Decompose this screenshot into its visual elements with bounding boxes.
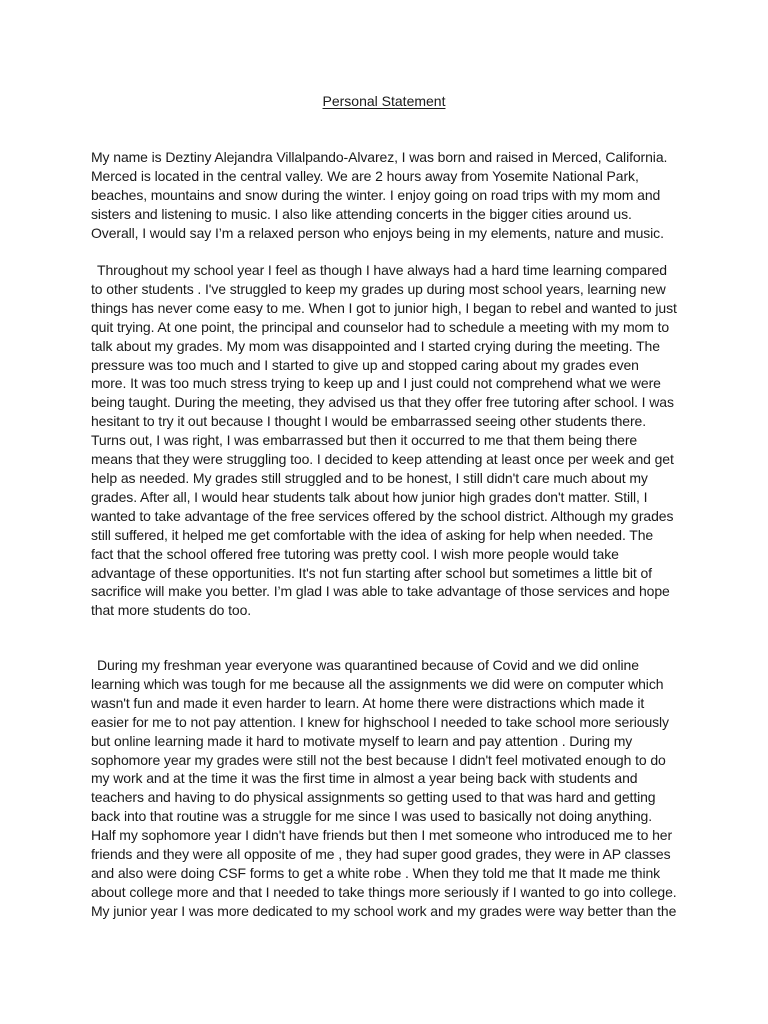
paragraph-line: that more students do too. [91, 602, 252, 619]
paragraph-line: sisters and listening to music. I also like attending concerts in the bigger cities around us. [91, 205, 632, 222]
paragraph-line-text: Throughout my school year I feel as though I have always had a hard time learning compared [97, 262, 667, 278]
paragraph-line: sacrifice will make you better. I’m glad I was able to take advantage of those services and hope [91, 583, 670, 600]
paragraph-line: wanted to take advantage of the free services offered by the school district. Although my grades [91, 507, 674, 524]
paragraph-line: talk about my grades. My mom was disappointed and I started crying during the meeting. The [91, 337, 660, 354]
paragraph-line: but online learning made it hard to motivate myself to learn and pay attention . During my [91, 732, 633, 749]
paragraph-line: My junior year I was more dedicated to my school work and my grades were way better than the [91, 902, 677, 919]
paragraph-line: means that they were struggling too. I decided to keep attending at least once per week and get [91, 451, 674, 468]
paragraph-line: to other students . I've struggled to keep my grades up during most school years, learning new [91, 280, 666, 297]
paragraph-high-school [91, 656, 691, 921]
paragraph-line: Merced is located in the central valley. We are 2 hours away from Yosemite National Park, [91, 167, 639, 184]
paragraph-line: being taught. During the meeting, they advised us that they offer free tutoring after school. I was [91, 394, 674, 411]
paragraph-line-text: During my freshman year everyone was quarantined because of Covid and we did online [97, 657, 639, 673]
paragraph-line: learning which was tough for me because all the assignments we did were on computer which [91, 675, 664, 692]
paragraph-line: and also were doing CSF forms to get a white robe . When they told me that It made me think [91, 864, 661, 881]
paragraph-line: wasn't fun and made it even harder to learn. At home there were distractions which made it [91, 694, 645, 711]
paragraph-line: things has never come easy to me. When I got to junior high, I began to rebel and wanted to just [91, 299, 677, 316]
paragraph-line: fact that the school offered free tutoring was pretty cool. I wish more people would take [91, 545, 619, 562]
paragraph-introduction [91, 148, 691, 243]
paragraph-line: My name is Deztiny Alejandra Villalpando-Alvarez, I was born and raised in Merced, California. [91, 149, 668, 165]
paragraph-line: quit trying. At one point, the principal and counselor had to schedule a meeting with my mom to [91, 318, 670, 335]
paragraph-line: more. It was too much stress trying to keep up and I just could not comprehend what we were [91, 375, 661, 392]
paragraph-line: Overall, I would say I’m a relaxed person who enjoys being in my elements, nature and music. [91, 224, 664, 241]
paragraph-line: easier for me to not pay attention. I knew for highschool I needed to take school more seriously [91, 713, 669, 730]
paragraph-line: help as needed. My grades still struggled and to be honest, I still didn't care much about my [91, 469, 648, 486]
paragraph-first-line [91, 261, 691, 280]
document-title: Personal Statement [322, 93, 446, 109]
paragraph-junior-high [91, 261, 691, 620]
paragraph-line: about college more and that I needed to take things more seriously if I wanted to go into college. [91, 883, 677, 900]
paragraph-line: hesitant to try it out because I thought I would be embarrassed seeing other students there. [91, 413, 647, 430]
paragraph-line: friends and they were all opposite of me , they had super good grades, they were in AP classes [91, 846, 671, 863]
paragraph-line: advantage of these opportunities. It's not fun starting after school but sometimes a little bit of [91, 564, 652, 581]
paragraph-line: pressure was too much and I started to give up and stopped caring about my grades even [91, 356, 639, 373]
paragraph-line: Half my sophomore year I didn't have friends but then I met someone who introduced me to her [91, 827, 673, 844]
paragraph-line: Turns out, I was right, I was embarrassed but then it occurred to me that them being there [91, 432, 638, 449]
paragraph-first-line [91, 656, 691, 675]
paragraph-line: back into that routine was a struggle for me since I was used to basically not doing anything. [91, 808, 653, 825]
paragraph-line: still suffered, it helped me get comfortable with the idea of asking for help when needed. The [91, 526, 654, 543]
paragraph-line: grades. After all, I would hear students talk about how junior high grades don't matter. Still, I [91, 488, 648, 505]
paragraph-line: beaches, mountains and snow during the winter. I enjoy going on road trips with my mom and [91, 186, 661, 203]
paragraph-line: my work and at the time it was the first time in almost a year being back with students and [91, 770, 638, 787]
paragraph-line: teachers and having to do physical assignments so getting used to that was hard and getting [91, 789, 656, 806]
paragraph-line: sophomore year my grades were still not the best because I didn't feel motivated enough to do [91, 751, 666, 768]
